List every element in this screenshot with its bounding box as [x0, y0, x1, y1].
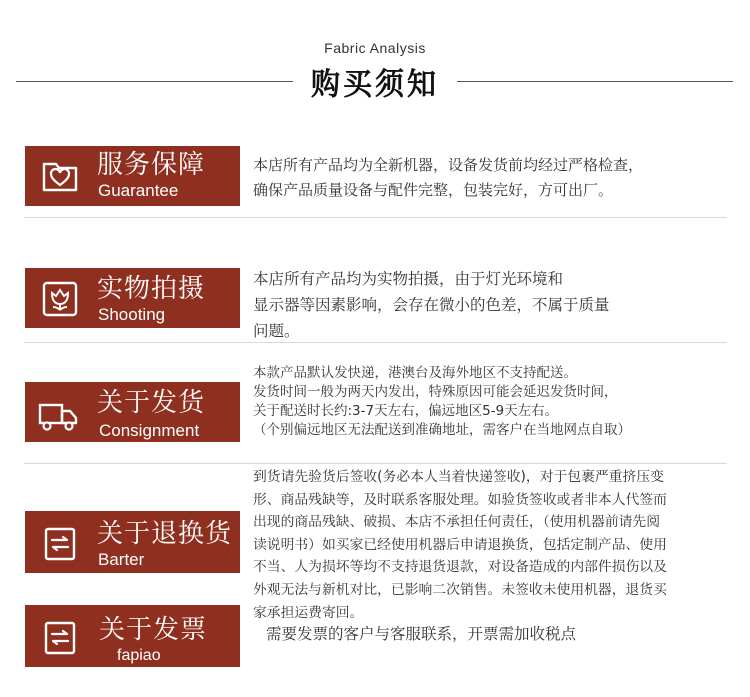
desc-line: 家承担运费寄回。 [253, 604, 364, 621]
desc-line: 出现的商品残缺、破损、本店不承担任何责任，（使用机器前请先阅 [253, 514, 661, 531]
badge-title-en: Consignment [99, 421, 200, 440]
badge-title-cn: 关于发票 [99, 615, 208, 645]
desc-line: 不当、人为损坏等均不支持退货退款，对设备造成的内部件损伤以及 [253, 559, 667, 576]
desc-line: 到货请先验货后签收(务必本人当着快递签收)，对于包裹严重挤压变 [253, 469, 664, 485]
page-title: 购买须知 [310, 66, 439, 102]
section-shooting-text [253, 266, 733, 344]
badge-title-cn: 关于发货 [97, 388, 206, 418]
exchange-icon [39, 617, 81, 659]
desc-line: （个别偏远地区无法配送到准确地址，需客户在当地网点自取） [253, 422, 631, 438]
badge-title-en: Barter [98, 550, 145, 569]
desc-line: 读说明书）如买家已经使用机器后申请退换货，包括定制产品、使用 [253, 536, 667, 553]
desc-line: 确保产品质量设备与配件完整，包装完好，方可出厂。 [253, 181, 614, 199]
header-rule-right [457, 81, 733, 82]
badge-title-cn: 实物拍摄 [97, 274, 206, 304]
section-divider [24, 463, 727, 464]
desc-line: 关于配送时长约:3-7天左右，偏远地区5-9天左右。 [253, 403, 559, 419]
badge-guarantee [25, 146, 240, 206]
section-divider [24, 217, 727, 218]
heart-folder-icon [39, 155, 81, 197]
section-barter-text [253, 466, 733, 624]
badge-shooting [25, 268, 240, 328]
badge-fapiao [25, 605, 240, 667]
desc-line: 本店所有产品均为全新机器，设备发货前均经过严格检查， [253, 156, 644, 174]
section-fapiao-text [266, 623, 746, 645]
desc-line: 外观无法与新机对比，已影响二次销售。未签收未使用机器，退货买 [253, 581, 667, 598]
desc-line: 发货时间一般为两天内发出，特殊原因可能会延迟发货时间， [253, 384, 618, 400]
badge-barter [25, 511, 240, 573]
badge-title-en: Guarantee [98, 181, 179, 200]
flower-frame-icon [39, 278, 81, 320]
desc-line: 本款产品默认发快递，港澳台及海外地区不支持配送。 [253, 365, 577, 381]
desc-line: 本店所有产品均为实物拍摄，由于灯光环境和 [253, 270, 564, 288]
section-divider [24, 342, 727, 343]
desc-line: 问题。 [253, 322, 300, 340]
desc-line: 显示器等因素影响，会存在微小的色差，不属于质量 [253, 296, 610, 314]
exchange-icon [39, 523, 81, 565]
badge-title-cn: 服务保障 [97, 150, 206, 180]
badge-title-en: fapiao [117, 647, 161, 664]
desc-line: 需要发票的客户与客服联系，开票需加收税点 [266, 625, 577, 643]
header-rule-left [16, 81, 293, 82]
badge-title-cn: 关于退换货 [97, 519, 233, 549]
section-consignment-text [253, 364, 733, 440]
badge-consignment [25, 382, 240, 442]
truck-icon [37, 396, 79, 438]
page-subtitle: Fabric Analysis [324, 40, 426, 56]
badge-title-en: Shooting [98, 305, 166, 324]
desc-line: 形、商品残缺等，及时联系客服处理。如验货签收或者非本人代签而 [253, 491, 667, 508]
section-guarantee-text [253, 153, 733, 203]
